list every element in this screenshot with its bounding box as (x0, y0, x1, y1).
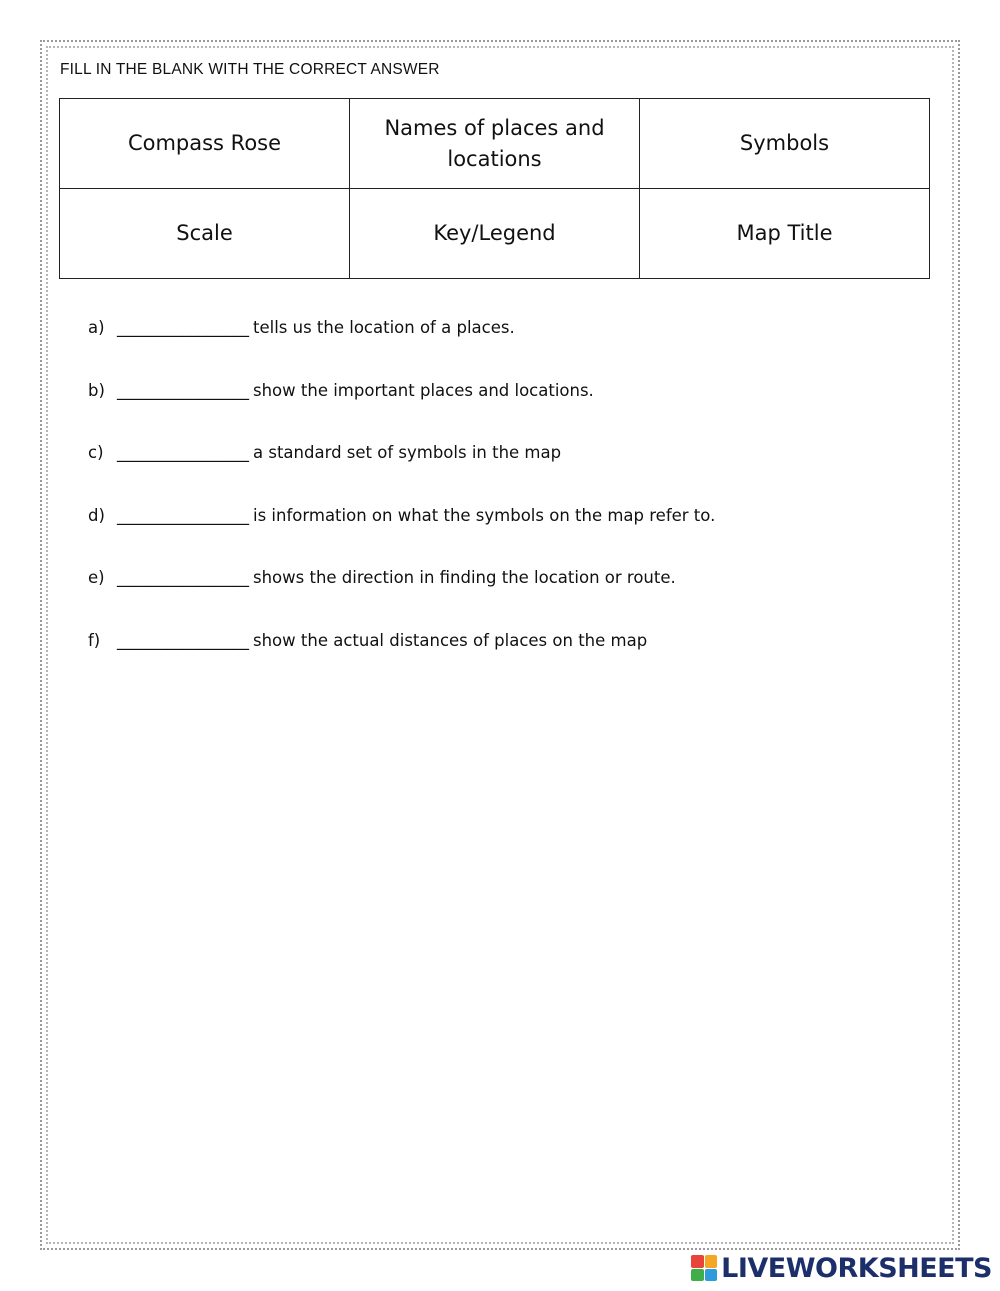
answer-blank[interactable]: ________________ (117, 630, 249, 650)
question-list (88, 318, 948, 693)
answer-blank[interactable]: ________________ (117, 568, 249, 587)
question-text: show the important places and locations. (253, 380, 594, 400)
question-letter: a) (88, 318, 105, 337)
instruction-heading: FILL IN THE BLANK WITH THE CORRECT ANSWER (60, 61, 440, 78)
word-bank-cell: Map Title (640, 189, 930, 279)
logo-tile (705, 1269, 718, 1282)
question-item (88, 443, 948, 506)
liveworksheets-logo-icon (691, 1255, 717, 1281)
question-text: shows the direction in finding the location or route. (253, 568, 676, 587)
question-text: show the actual distances of places on the map (253, 630, 648, 650)
question-letter: f) (88, 630, 101, 650)
answer-blank[interactable]: ________________ (117, 380, 249, 400)
question-item (88, 506, 948, 569)
word-bank-cell: Scale (60, 189, 350, 279)
word-bank-cell: Compass Rose (60, 99, 350, 189)
answer-blank[interactable]: ________________ (117, 443, 249, 462)
word-bank-cell: Symbols (640, 99, 930, 189)
word-bank-table (59, 98, 930, 279)
word-bank-row (60, 99, 930, 189)
question-item (88, 318, 948, 381)
question-item (88, 381, 948, 444)
question-text: a standard set of symbols in the map (253, 443, 562, 462)
question-letter: d) (88, 505, 105, 525)
brand-name: LIVEWORKSHEETS (721, 1252, 992, 1284)
answer-blank[interactable]: ________________ (117, 318, 249, 337)
question-letter: c) (88, 443, 104, 462)
question-text: tells us the location of a places. (253, 318, 515, 337)
question-text: is information on what the symbols on the map refer to. (253, 505, 716, 525)
logo-tile (705, 1255, 718, 1268)
question-item (88, 631, 948, 694)
word-bank-cell: Key/Legend (350, 189, 640, 279)
answer-blank[interactable]: ________________ (117, 505, 249, 525)
logo-tile (691, 1255, 704, 1268)
word-bank-row (60, 189, 930, 279)
question-item (88, 568, 948, 631)
question-letter: e) (88, 568, 105, 587)
question-letter: b) (88, 380, 105, 400)
word-bank-cell: Names of places and locations (350, 99, 640, 189)
logo-tile (691, 1269, 704, 1282)
liveworksheets-brand[interactable] (691, 1251, 992, 1285)
